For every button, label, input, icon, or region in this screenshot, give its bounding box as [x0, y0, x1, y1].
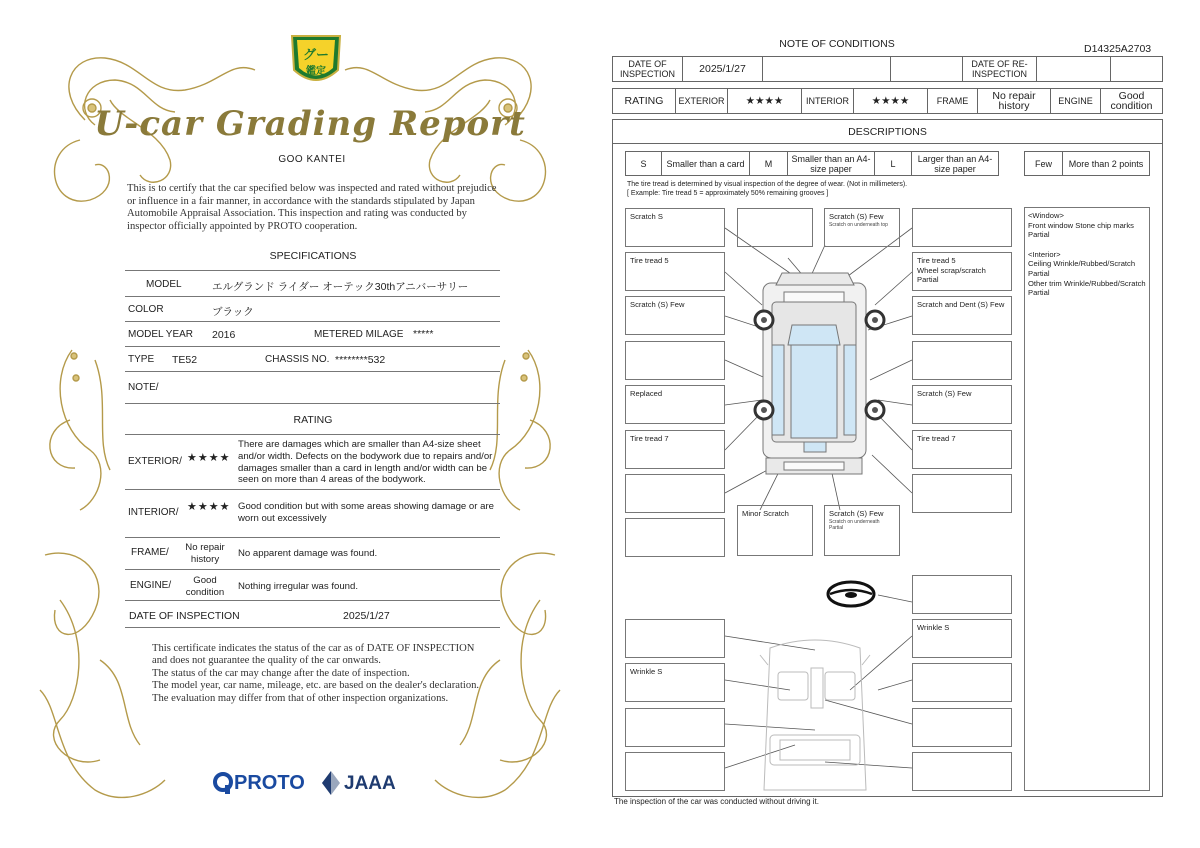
- chassis-label: CHASSIS NO.: [265, 354, 330, 365]
- damage-subnote: Scratch on underneath Partial: [829, 518, 880, 531]
- footer-line: The status of the car may change after the date of inspection.: [152, 667, 410, 679]
- interior-box: [912, 752, 1012, 791]
- model-year-label: MODEL YEAR: [128, 329, 194, 340]
- exterior-label: EXTERIOR: [676, 89, 728, 113]
- svg-text:グー: グー: [302, 48, 330, 63]
- color-label: COLOR: [128, 304, 164, 315]
- legend-few-desc: More than 2 points: [1068, 158, 1144, 169]
- exterior-stars: ★★★★: [187, 452, 231, 464]
- interior-box: [625, 708, 725, 747]
- specifications-heading: SPECIFICATIONS: [269, 250, 357, 262]
- size-legend: [625, 151, 999, 176]
- damage-box: [737, 505, 813, 556]
- interior-stars: ★★★★: [854, 89, 928, 113]
- type-value: TE52: [172, 354, 198, 366]
- damage-box: [625, 474, 725, 513]
- damage-box: [625, 385, 725, 424]
- engine-label: ENGINE/: [130, 580, 172, 591]
- damage-box: [912, 385, 1012, 424]
- legend-l: L: [875, 152, 912, 175]
- engine-label: ENGINE: [1051, 89, 1101, 113]
- color-value: ブラック: [212, 306, 254, 318]
- interior-box: [912, 619, 1012, 658]
- interior-heading: <Interior>: [1028, 249, 1061, 259]
- damage-box: [912, 208, 1012, 247]
- damage-note: Minor Scratch: [742, 509, 789, 518]
- damage-box: [824, 505, 900, 556]
- interior-description: Good condition but with some areas showing damage or are worn out excessively: [238, 501, 494, 524]
- proto-logo-icon: [212, 771, 234, 795]
- rating-label: RATING: [613, 89, 676, 113]
- legend-few: Few: [1025, 152, 1063, 175]
- inspection-date-table: [612, 56, 1163, 82]
- note-label: NOTE/: [128, 382, 159, 393]
- certificate-subtitle: GOO KANTEI: [278, 154, 346, 165]
- footer-line: The model year, car name, mileage, etc. are based on the dealer's declaration.: [152, 680, 480, 692]
- damage-subnote: Scratch on underneath top: [829, 221, 888, 228]
- damage-box: [824, 208, 900, 247]
- damage-note: Scratch (S) Few: [917, 389, 972, 398]
- exterior-label: EXTERIOR/: [128, 456, 182, 467]
- damage-box: [912, 430, 1012, 469]
- date-of-inspection-label: DATE OF INSPECTION: [129, 611, 240, 622]
- damage-box: [625, 518, 725, 557]
- footer-logos: [212, 770, 402, 798]
- date-of-inspection-value: 2025/1/27: [683, 57, 763, 81]
- sheet-footnote: The inspection of the car was conducted without driving it.: [614, 797, 819, 806]
- legend-s: S: [626, 152, 662, 175]
- damage-note: Replaced: [630, 389, 663, 398]
- goo-kantei-badge-icon: [288, 30, 344, 92]
- window-remark: Front window Stone chip marks Partial: [1028, 220, 1134, 240]
- frame-description: No apparent damage was found.: [238, 548, 378, 559]
- model-label: MODEL: [146, 279, 182, 290]
- empty-cell: [891, 57, 963, 81]
- certificate-footer: [152, 643, 482, 705]
- sheet-title: NOTE OF CONDITIONS: [779, 38, 895, 50]
- certificate-intro: This is to certify that the car specified below was inspected and rated without prejudice or influence in a fair manner, in accordance with the standards stipulated by Japan Automobile Appraisal Association. This inspection and rating was conducted by inspector officially appointed by PROTO cooperation.: [127, 183, 497, 232]
- damage-note: Wrinkle S: [917, 623, 950, 632]
- empty-cell: [1037, 57, 1111, 81]
- note-of-conditions-sheet: [600, 0, 1200, 848]
- damage-box: [737, 208, 813, 247]
- type-label: TYPE: [128, 354, 155, 365]
- model-year-value: 2016: [212, 329, 236, 341]
- date-of-inspection-value: 2025/1/27: [343, 610, 390, 622]
- interior-stars: ★★★★: [187, 501, 231, 513]
- damage-box: [625, 252, 725, 291]
- interior-label: INTERIOR: [802, 89, 854, 113]
- damage-note: Scratch (S) Few: [829, 509, 884, 518]
- footer-line: The evaluation may differ from that of other inspection organizations.: [152, 692, 449, 704]
- date-of-inspection-label: DATE OF INSPECTION: [613, 57, 683, 81]
- document-number: D14325A2703: [1084, 43, 1152, 55]
- metered-milage-label: METERED MILAGE: [314, 329, 404, 340]
- metered-milage-value: *****: [413, 328, 434, 340]
- damage-note: Tire tread 7: [630, 434, 669, 443]
- rating-heading: RATING: [293, 414, 333, 426]
- damage-note: Wrinkle S: [630, 667, 663, 676]
- damage-box: [625, 430, 725, 469]
- engine-value: Good condition: [185, 575, 225, 598]
- damage-box: [912, 474, 1012, 513]
- interior-box: [625, 619, 725, 658]
- chassis-value: ********532: [335, 354, 386, 366]
- damage-note: Tire tread 5: [917, 256, 956, 265]
- interior-remark: Other trim Wrinkle/Rubbed/Scratch Partial: [1028, 278, 1146, 298]
- svg-text:鑑定: 鑑定: [306, 66, 326, 77]
- tread-example: [ Example: Tire tread 5 = approximately 50% remaining grooves ]: [627, 190, 829, 197]
- damage-box: [912, 252, 1012, 291]
- damage-box: [625, 208, 725, 247]
- damage-note: Wheel scrap/scratch Partial: [917, 265, 986, 284]
- legend-l-desc: Larger than an A4-size paper: [917, 153, 993, 174]
- footer-line: This certificate indicates the status of the car as of DATE OF INSPECTION and does not guarantee the quality of the car onwards.: [152, 643, 475, 667]
- few-legend: [1024, 151, 1150, 176]
- damage-note: Scratch and Dent (S) Few: [917, 300, 1005, 309]
- damage-note: Scratch (S) Few: [829, 212, 884, 221]
- damage-box: [625, 341, 725, 380]
- empty-cell: [1111, 57, 1162, 81]
- descriptions-heading: DESCRIPTIONS: [613, 120, 1162, 144]
- interior-box: [912, 708, 1012, 747]
- certificate-title: U-car Grading Report: [94, 104, 526, 144]
- engine-value: Good condition: [1110, 90, 1153, 112]
- jaaa-logo: JAAA: [344, 773, 396, 794]
- damage-note: Tire tread 5: [630, 256, 669, 265]
- exterior-stars: ★★★★: [728, 89, 802, 113]
- frame-value: No repair history: [185, 542, 225, 565]
- rating-table: [612, 88, 1163, 114]
- tread-note: The tire tread is determined by visual inspection of the degree of wear. (Not in millimeters).: [627, 181, 908, 188]
- reinspection-label: DATE OF RE-INSPECTION: [963, 57, 1037, 81]
- frame-value: No repair history: [978, 89, 1051, 113]
- empty-cell: [763, 57, 891, 81]
- frame-label: FRAME: [928, 89, 978, 113]
- jaaa-logo-icon: [320, 770, 342, 796]
- interior-box: [912, 663, 1012, 702]
- frame-label: FRAME/: [131, 547, 169, 558]
- damage-box: [625, 296, 725, 335]
- engine-description: Nothing irregular was found.: [238, 581, 358, 592]
- legend-s-desc: Smaller than a card: [662, 152, 750, 175]
- model-value: エルグランド ライダー オーテック30thアニバーサリー: [212, 281, 469, 293]
- damage-note: Tire tread 7: [917, 434, 956, 443]
- legend-m: M: [750, 152, 788, 175]
- damage-box: [912, 296, 1012, 335]
- interior-label: INTERIOR/: [128, 507, 179, 518]
- exterior-description: There are damages which are smaller than A4-size sheet and/or width. Defects on the bodywork due to repairs and/or damages smaller than a card in length and/or width can be seen on more than 4 areas of the bodywork.: [238, 439, 493, 486]
- damage-note: Scratch (S) Few: [630, 300, 685, 309]
- remarks-panel: [1024, 207, 1150, 791]
- damage-note: Scratch S: [630, 212, 663, 221]
- legend-m-desc: Smaller than an A4-size paper: [788, 152, 875, 175]
- interior-box: [912, 575, 1012, 614]
- damage-box: [912, 341, 1012, 380]
- interior-box: [625, 663, 725, 702]
- interior-box: [625, 752, 725, 791]
- proto-logo: PROTO: [234, 772, 305, 794]
- interior-remark: Ceiling Wrinkle/Rubbed/Scratch Partial: [1028, 259, 1136, 278]
- window-heading: <Window>: [1028, 211, 1064, 220]
